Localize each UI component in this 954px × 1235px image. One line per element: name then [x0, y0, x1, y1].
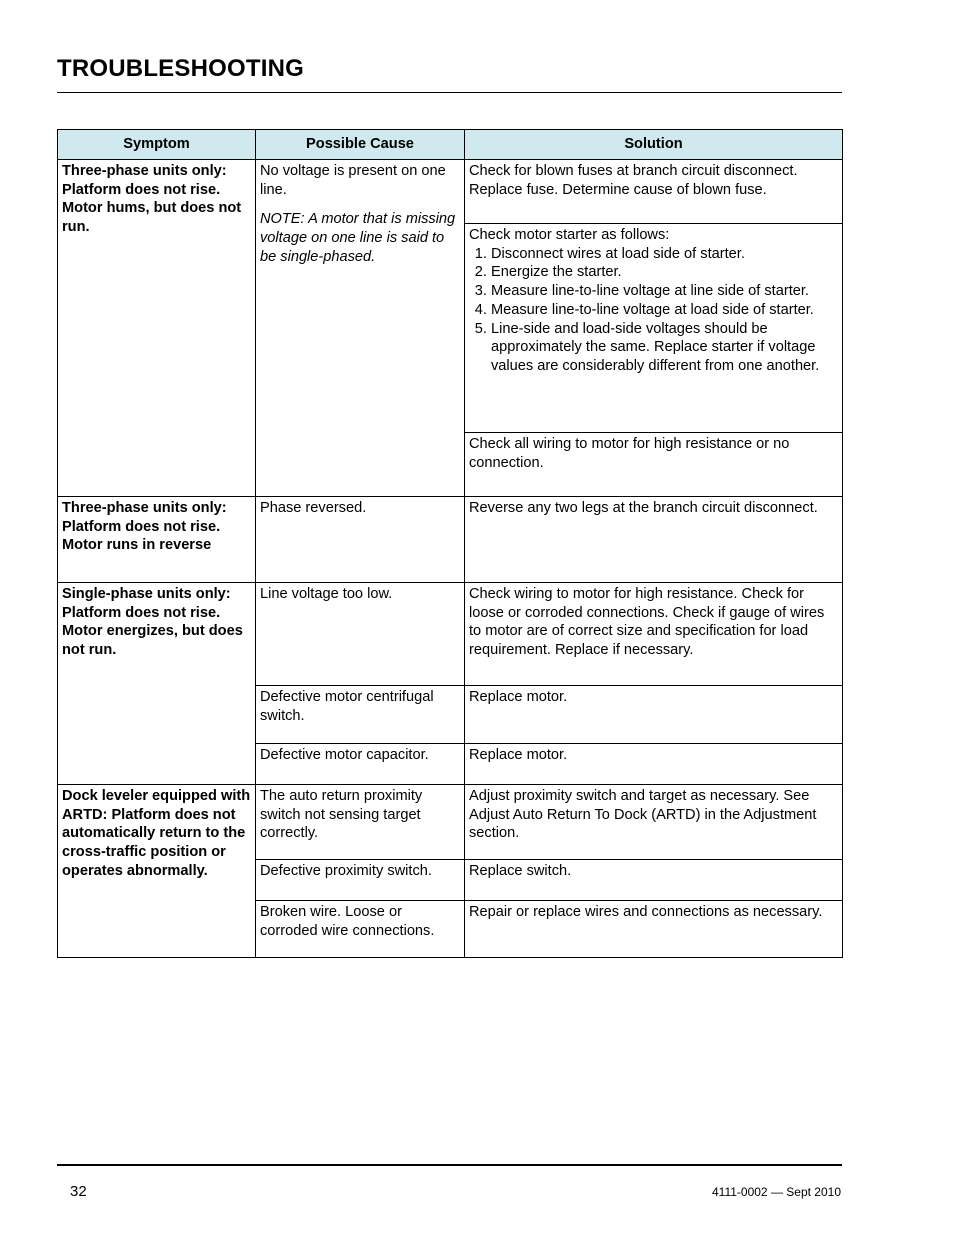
column-header-symptom: Symptom — [58, 130, 256, 160]
solution-cell: Check for blown fuses at branch circuit disconnect. Replace fuse. Determine cause of blown fuse. — [465, 160, 843, 224]
table-row — [58, 583, 843, 686]
table-row — [58, 497, 843, 583]
solution-cell: Repair or replace wires and connections as necessary. — [465, 901, 843, 958]
cause-note: NOTE: A motor that is missing voltage on one line is said to be single-phased. — [260, 211, 456, 265]
cause-cell: Broken wire. Loose or corroded wire connections. — [256, 901, 465, 958]
solution-step: 3. Measure line-to-line voltage at line side of starter. — [491, 282, 838, 301]
title-divider — [57, 92, 842, 93]
solution-cell: Check all wiring to motor for high resistance or no connection. — [465, 433, 843, 497]
cause-cell: Defective motor capacitor. — [256, 744, 465, 785]
solution-intro: Check motor starter as follows: — [469, 227, 670, 243]
cause-cell: Phase reversed. — [256, 497, 465, 583]
solution-step: 1. Disconnect wires at load side of starter. — [491, 245, 838, 264]
page-number: 32 — [70, 1183, 87, 1200]
symptom-cell: Single-phase units only: Platform does not rise. Motor energizes, but does not run. — [58, 583, 256, 785]
solution-cell: Reverse any two legs at the branch circuit disconnect. — [465, 497, 843, 583]
table-row — [58, 160, 843, 224]
troubleshooting-table — [57, 129, 843, 958]
solution-cell: Replace motor. — [465, 686, 843, 744]
symptom-cell: Three-phase units only: Platform does not rise. Motor hums, but does not run. — [58, 160, 256, 497]
symptom-cell: Dock leveler equipped with ARTD: Platform does not automatically return to the cross-traffic position or operates abnormally. — [58, 785, 256, 958]
table-row — [58, 785, 843, 860]
solution-steps — [469, 245, 838, 376]
cause-cell — [256, 160, 465, 497]
cause-cell: The auto return proximity switch not sensing target correctly. — [256, 785, 465, 860]
cause-text: No voltage is present on one line. — [260, 163, 446, 198]
page-title: TROUBLESHOOTING — [57, 55, 304, 82]
column-header-solution: Solution — [465, 130, 843, 160]
solution-step: 5. Line-side and load-side voltages should be approximately the same. Replace starter if voltage values are considerably different from one another. — [491, 320, 838, 376]
solution-cell: Check wiring to motor for high resistance. Check for loose or corroded connections. Check if gauge of wires to motor are of correct size and specification for load requirement. Replace if necessary. — [465, 583, 843, 686]
footer-divider — [57, 1164, 842, 1166]
solution-cell: Adjust proximity switch and target as necessary. See Adjust Auto Return To Dock (ARTD) in the Adjustment section. — [465, 785, 843, 860]
document-id: 4111-0002 — Sept 2010 — [712, 1185, 841, 1199]
cause-cell: Defective proximity switch. — [256, 860, 465, 901]
cause-cell: Line voltage too low. — [256, 583, 465, 686]
solution-cell: Replace switch. — [465, 860, 843, 901]
solution-step: 2. Energize the starter. — [491, 263, 838, 282]
solution-cell — [465, 224, 843, 433]
symptom-cell: Three-phase units only: Platform does not rise. Motor runs in reverse — [58, 497, 256, 583]
column-header-cause: Possible Cause — [256, 130, 465, 160]
cause-cell: Defective motor centrifugal switch. — [256, 686, 465, 744]
table-header-row — [58, 130, 843, 160]
solution-step: 4. Measure line-to-line voltage at load side of starter. — [491, 301, 838, 320]
solution-cell: Replace motor. — [465, 744, 843, 785]
